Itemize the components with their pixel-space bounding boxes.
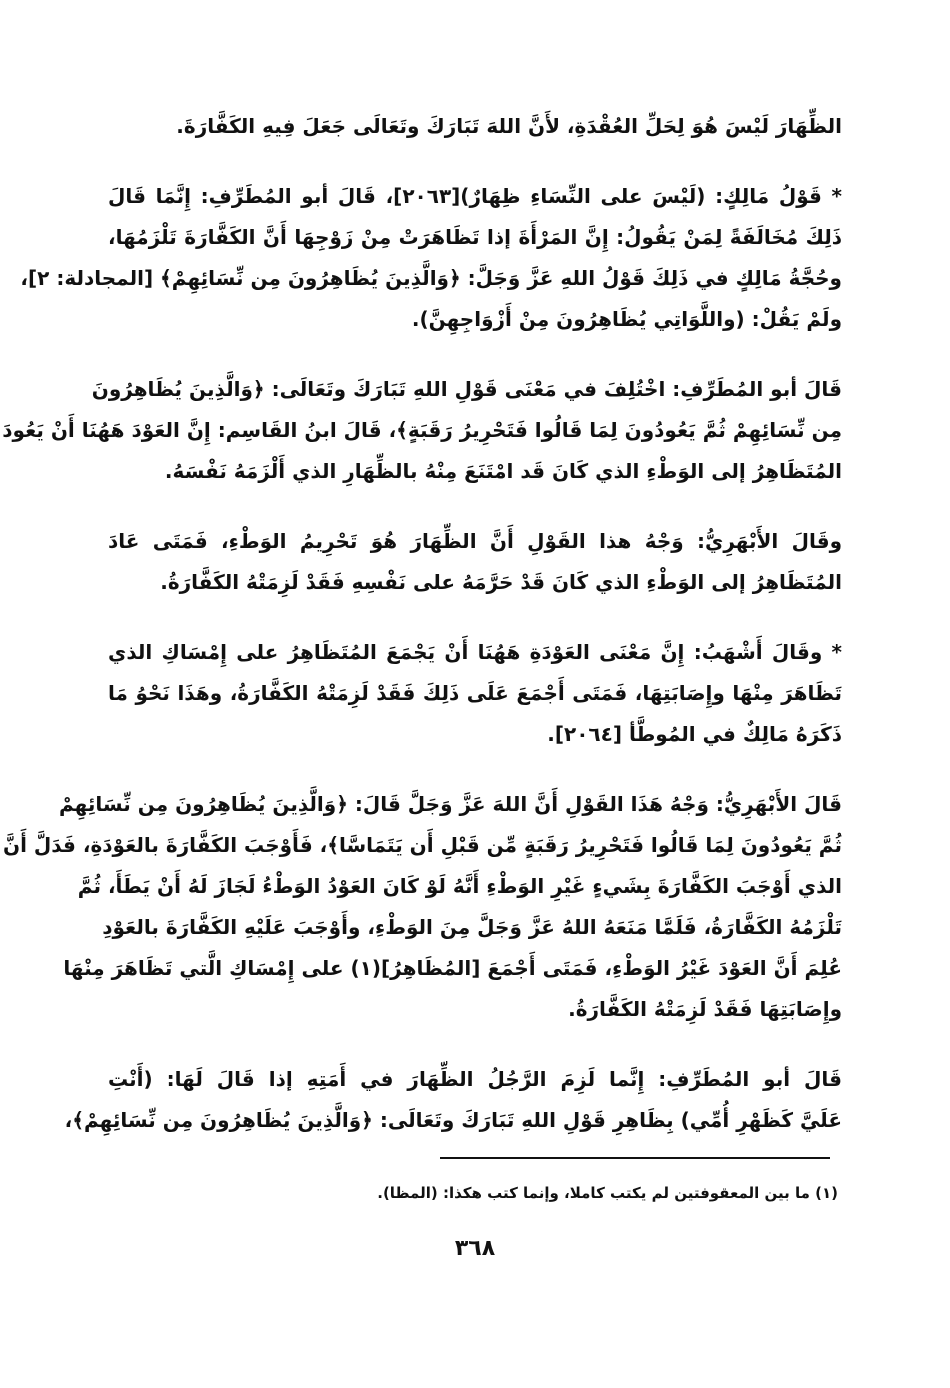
paragraph: [108, 632, 842, 755]
text-line: ولَمْ يَقُلْ: (واللَّوَاتِي يُظَاهِرُونَ مِنْ أَزْوَاجِهِنَّ).: [411, 307, 842, 331]
footnote: (١) ما بين المعقوفتين لم يكتب كاملا، وإنما كتب هكذا: (المظا).: [377, 1184, 838, 1202]
text-line: * قَوْلُ مَالِكٍ: (لَيْسَ على النِّسَاءِ ظِهَارٌ)[٢٠٦٣]، قَالَ أبو المُطَرِّفِ: إِنَّمَا قَالَ: [108, 184, 842, 208]
paragraph: [2, 369, 842, 492]
paragraph: [3, 784, 842, 1030]
text-line: قَالَ أبو المُطَرِّفِ: إِنَّما لَزِمَ الرَّجُلُ الظِّهَارَ في أَمَتِهِ إذا قَالَ لَهَا: (أَنْتِ: [108, 1067, 842, 1091]
text-line: المُتَظَاهِرُ إلى الوَطْءِ الذي كَانَ قَدْ حَرَّمَهُ على نَفْسِهِ فَقَدْ لَزِمَتْهُ الكَفَّارَةُ.: [160, 570, 842, 594]
text-line: ثُمَّ يَعُودُونَ لِمَا قَالُوا فَتَحْرِيرُ رَقَبَةٍ مِّن قَبْلِ أَن يَتَمَاسَّا﴾، فَأَوْجَبَ الكَفَّارَةَ بالعَوْدَةِ، فَدَلَّ أَنَّ: [3, 833, 842, 857]
text-line: المُتَظَاهِرُ إلى الوَطْءِ الذي كَانَ قَد امْتَنَعَ مِنْهُ بالظِّهَارِ الذي أَلْزَمَهُ نَفْسَهُ.: [164, 459, 842, 483]
text-line: قَالَ أبو المُطَرِّفِ: اخْتُلِفَ في مَعْنَى قَوْلِ اللهِ تَبَارَكَ وتَعَالَى: ﴿وَالَّذِينَ يُظَاهِرُونَ: [91, 377, 842, 401]
page-number: ٣٦٨: [454, 1236, 496, 1261]
text-line: ذَكَرَهُ مَالِكٌ في المُوطَّأ [٢٠٦٤].: [547, 722, 842, 746]
text-line: تَلْزَمُهُ الكَفَّارَةُ، فَلَمَّا مَنَعَهُ اللهُ عَزَّ وَجَلَّ مِنَ الوَطْءِ، وأَوْجَبَ عَلَيْهِ الكَفَّارَةَ بالعَوْدِ: [102, 915, 842, 939]
text-line: قَالَ الأَبْهَرِيُّ: وَجْهُ هَذَا القَوْلِ أَنَّ اللهَ عَزَّ وَجَلَّ قَالَ: ﴿وَالَّذِينَ يُظَاهِرُونَ مِن نِّسَائِهِمْ: [59, 792, 842, 816]
paragraph: [64, 1059, 842, 1141]
text-line: وإِصَابَتِهَا فَقَدْ لَزِمَتْهُ الكَفَّارَةُ.: [568, 997, 842, 1021]
text-line: الذي أَوْجَبَ الكَفَّارَةَ بِشَيءٍ غَيْرِ الوَطْءِ أَنَّهُ لَوْ كَانَ العَوْدُ الوَطْءُ لَجَازَ لَهُ أَنْ يَطَأَ، ثُمَّ: [77, 874, 842, 898]
text-line: ذَلِكَ مُخَالَفَةً لِمَنْ يَقُولُ: إِنَّ المَرْأَةَ إذا تَظَاهَرَتْ مِنْ زَوْجِهَا أَنَّ الكَفَّارَةَ تَلْزَمُهَا،: [108, 225, 842, 249]
paragraph: [108, 106, 842, 147]
book-page-body: [2, 106, 842, 1170]
text-line: مِن نِّسَائِهِمْ ثُمَّ يَعُودُونَ لِمَا قَالُوا فَتَحْرِيرُ رَقَبَةٍ﴾، قَالَ ابنُ القَاسِم: إِنَّ العَوْدَ هَهُنَا أَنْ يَعُودَ: [2, 418, 842, 442]
text-line: وقَالَ الأَبْهَرِيُّ: وَجْهُ هذا القَوْلِ أَنَّ الظِّهَارَ هُوَ تَحْرِيمُ الوَطْءِ، فَمَتَى عَادَ: [108, 529, 842, 553]
text-line: وحُجَّةُ مَالِكٍ في ذَلِكَ قَوْلُ اللهِ عَزَّ وَجَلَّ: ﴿وَالَّذِينَ يُظَاهِرُونَ مِن نِّسَائِهِمْ﴾ [المجادلة: ٢]،: [20, 266, 842, 290]
paragraph: [20, 176, 842, 340]
text-line: * وقَالَ أَشْهَبُ: إِنَّ مَعْنَى العَوْدَةِ هَهُنَا أَنْ يَجْمَعَ المُتَظَاهِرُ على إِمْسَاكِ الذي: [108, 640, 842, 664]
footnote-divider: [440, 1157, 830, 1159]
text-line: تَظَاهَرَ مِنْهَا وإِصَابَتِهَا، فَمَتَى أَجْمَعَ عَلَى ذَلِكَ فَقَدْ لَزِمَتْهُ الكَفَّارَةُ، وهَذَا نَحْوُ مَا: [108, 681, 842, 705]
text-line: عُلِمَ أَنَّ العَوْدَ غَيْرُ الوَطْءِ، فَمَتَى أَجْمَعَ [المُظَاهِرُ](١) على إِمْسَاكِ الَّتي تَظَاهَرَ مِنْهَا: [63, 956, 842, 980]
paragraph: [108, 521, 842, 603]
text-line: عَلَيَّ كَظَهْرِ أُمِّي) بِظَاهِرِ قَوْلِ اللهِ تَبَارَكَ وتَعَالَى: ﴿وَالَّذِينَ يُظَاهِرُونَ مِن نِّسَائِهِمْ﴾،: [64, 1108, 842, 1132]
text-line: الظِّهَارَ لَيْسَ هُوَ لِحَلِّ العُقْدَةِ، لأَنَّ اللهَ تَبَارَكَ وتَعَالَى جَعَلَ فِيهِ الكَفَّارَةَ.: [176, 114, 842, 138]
